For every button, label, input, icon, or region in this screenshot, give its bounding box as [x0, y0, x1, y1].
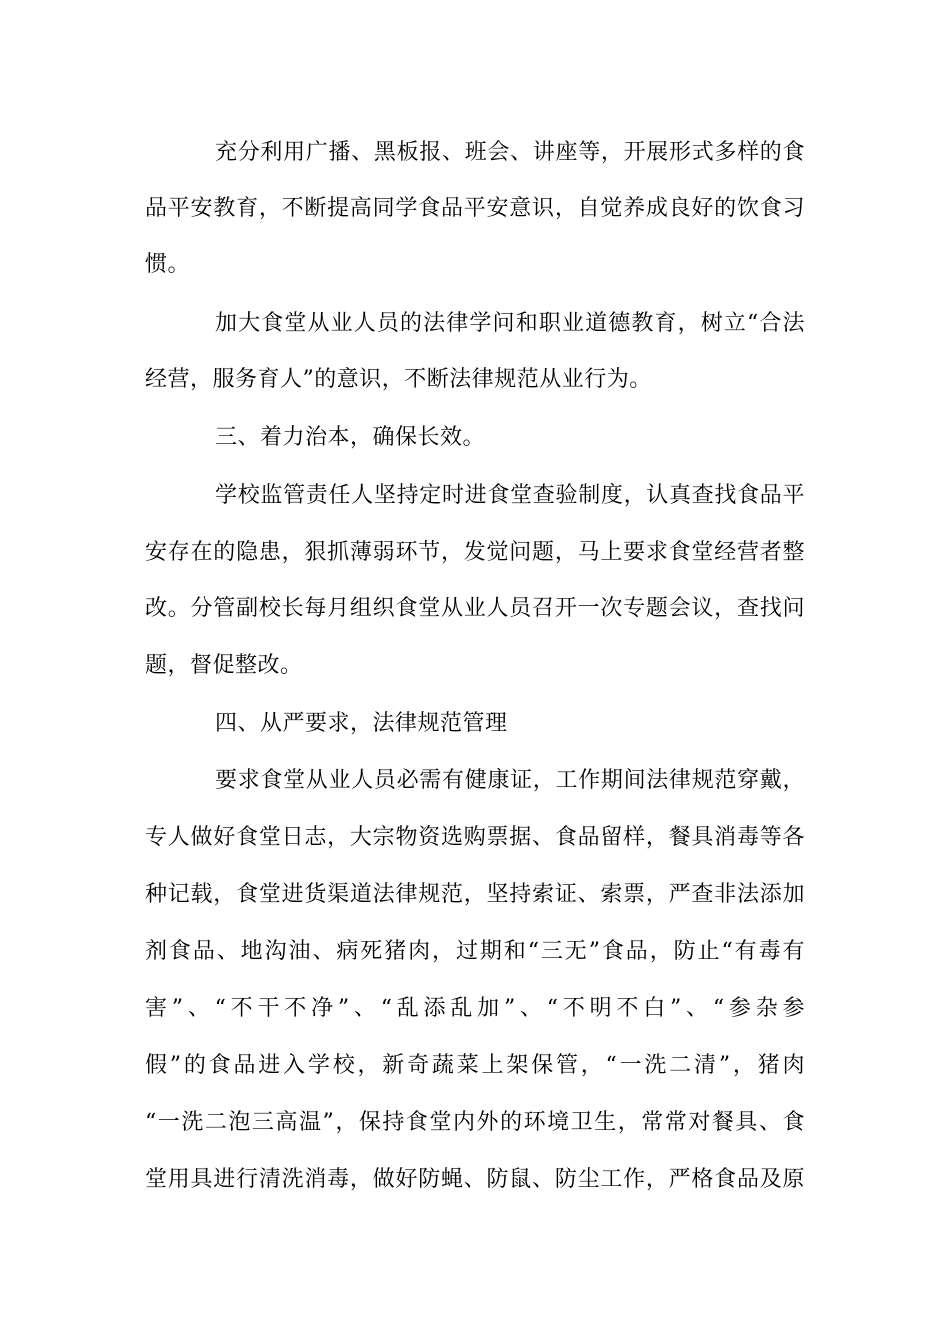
paragraph-6-line-2: 专人做好食堂日志，大宗物资选购票据、食品留样，餐具消毒等各 — [145, 825, 805, 850]
paragraph-4-line-3: 改。分管副校长每月组织食堂从业人员召开一次专题会议，查找问 — [145, 596, 805, 621]
section-heading-3: 三、着力治本，确保长效。 — [215, 425, 486, 450]
paragraph-1-line-2: 品平安教育，不断提高同学食品平安意识，自觉养成良好的饮食习 — [145, 196, 805, 221]
paragraph-6-line-5: 害”、“不干不净”、“乱添乱加”、“不明不白”、“参杂参 — [145, 996, 805, 1021]
paragraph-1-line-3: 惯。 — [145, 252, 191, 277]
paragraph-6-line-4: 剂食品、地沟油、病死猪肉，过期和“三无”食品，防止“有毒有 — [145, 939, 805, 964]
paragraph-4-line-4: 题，督促整改。 — [145, 653, 303, 678]
paragraph-4-line-1: 学校监管责任人坚持定时进食堂查验制度，认真查找食品平 — [215, 483, 805, 508]
paragraph-4-line-2: 安存在的隐患，狠抓薄弱环节，发觉问题，马上要求食堂经营者整 — [145, 540, 805, 565]
paragraph-1-line-1: 充分利用广播、黑板报、班会、讲座等，开展形式多样的食 — [215, 140, 805, 165]
paragraph-6-line-8: 堂用具进行清洗消毒，做好防蝇、防鼠、防尘工作，严格食品及原 — [145, 1167, 805, 1192]
paragraph-6-line-1: 要求食堂从业人员必需有健康证，工作期间法律规范穿戴， — [215, 768, 805, 793]
paragraph-6-line-3: 种记载，食堂进货渠道法律规范，坚持索证、索票，严查非法添加 — [145, 882, 805, 907]
paragraph-2-line-1: 加大食堂从业人员的法律学问和职业道德教育，树立“合法 — [215, 311, 805, 336]
paragraph-6-line-6: 假”的食品进入学校，新奇蔬菜上架保管，“一洗二清”，猪肉 — [145, 1053, 805, 1078]
paragraph-2-line-2: 经营，服务育人”的意识，不断法律规范从业行为。 — [145, 367, 652, 392]
paragraph-6-line-7: “一洗二泡三高温”，保持食堂内外的环境卫生，常常对餐具、食 — [145, 1110, 805, 1135]
section-heading-4: 四、从严要求，法律规范管理 — [215, 711, 508, 736]
